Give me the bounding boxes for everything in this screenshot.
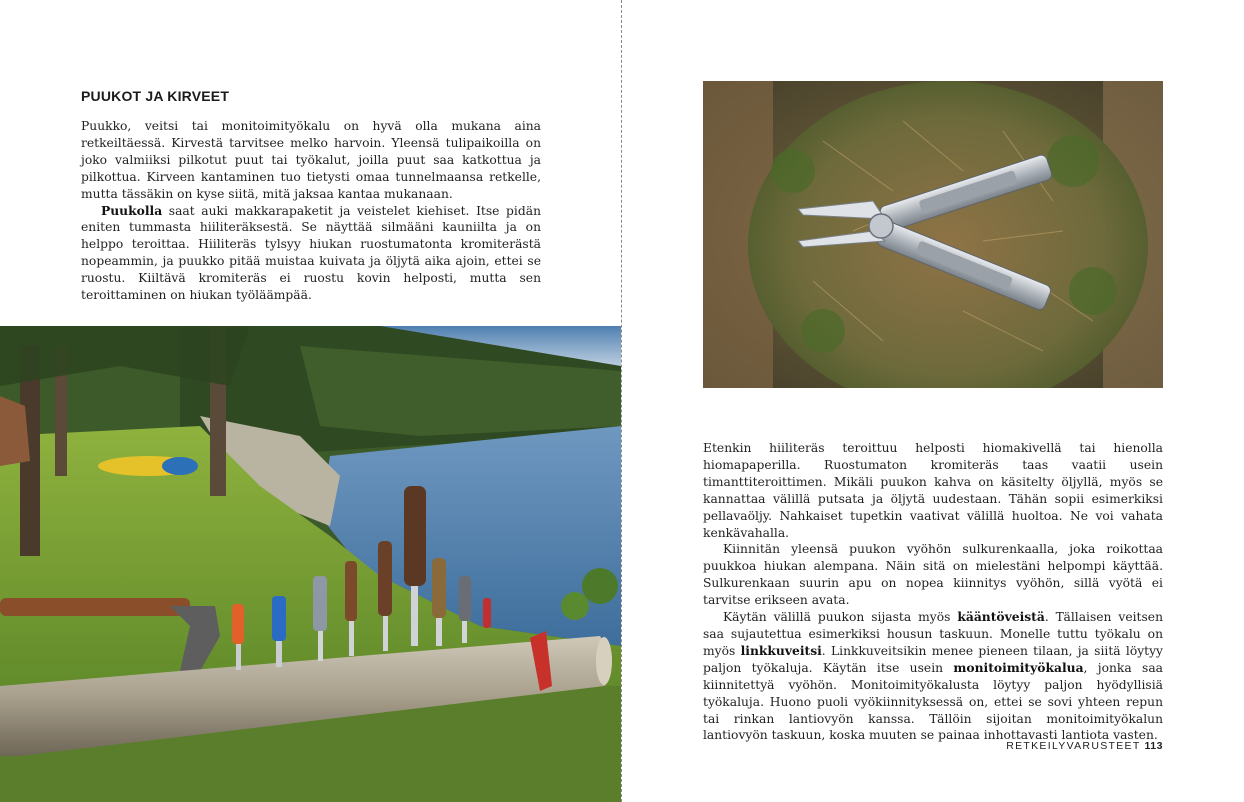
right-paragraph-1: Etenkin hiiliteräs teroittuu helposti hiomakivellä tai hienolla hiomapaperilla. Ruostumaton kromiteräs taas vaatii usein timanttiteroittimen. Mikäli puukon kahva on käsitelty öljyllä, myös se kannattaa välillä putsata ja öljytä uudestaan. Tähän sopii esimerkiksi pellavaöljy. Nahkaiset tupetkin vaativat välillä huoltoa. Ne voi vahata kenkävahalla. <box>703 441 1163 540</box>
section-heading: PUUKOT JA KIRVEET <box>81 88 230 104</box>
multitool-on-stump-photo <box>703 81 1163 388</box>
page-number: 113 <box>1144 740 1163 752</box>
right-paragraph-2: Kiinnitän yleensä puukon vyöhön sulkurenkaalla, joka roikottaa puukkoa hiukan alempana. Näin sitä on mielestäni helpompi käyttää. Sulkurenkaan suurin apu on nopea kiinnitys vyöhön, sillä vyötä ei tarvitse erikseen avata. <box>703 542 1163 608</box>
left-paragraph-2: Puukolla saat auki makkarapaketit ja veistelet kiehiset. Itse pidän eniten tummasta hiiliteräksestä. Se näyttää silmääni kauniilta ja on helppo teroittaa. Hiiliteräs tylsyy hiukan ruostumatonta kromiterästä nopeammin, ja puukko pitää muistaa kuivata ja öljytä aika ajoin, ettei se ruostu. Kiiltävä kromiteräs ei ruostu kovin helposti, mutta sen teroittaminen on hiukan työläämpää. <box>81 202 541 303</box>
right-body-text <box>703 440 1163 744</box>
term-puukolla: Puukolla <box>101 202 163 218</box>
page-footer <box>1006 740 1163 752</box>
right-paragraph-3: Käytän välillä puukon sijasta myös kääntöveistä. Tällaisen veitsen saa sujautettua esimerkiksi housun taskuun. Monelle tuttu työkalu on myös linkkuveitsi. Linkkuveitsikin menee pieneen tilaan, ja siitä löytyy paljon työkaluja. Käytän itse usein monitoimityökalua, jonka saa kiinnitettyä vyöhön. Monitoimityökalusta löytyy paljon hyödyllisiä työkaluja. Huono puoli vyökiinnityksessä on, ettei se sovi yhteen repun tai rinkan lantiovyön kanssa. Tällöin sijoitan monitoimityökalun lantiovyön taskuun, koska muuten se painaa inhottavasti lantiota vasten. <box>703 609 1164 743</box>
term-monitoimityokalu: monitoimityökalua <box>953 659 1084 675</box>
footer-section-title: RETKEILYVARUSTEET <box>1006 740 1141 752</box>
left-paragraph-1: Puukko, veitsi tai monitoimityökalu on hyvä olla mukana aina retkeiltäessä. Kirvestä tarvitsee melko harvoin. Yleensä tulipaikoilla on joko valmiiksi pilkotut puut tai työkalut, joilla puut saa katkottua ja pilkottua. Kirveen kantaminen tuo tietysti omaa tunnelmaansa retkelle, mutta tässäkin on kyse siitä, mitä jaksaa kantaa mukanaan. <box>81 119 541 201</box>
page-gutter <box>621 0 622 802</box>
left-body-text <box>81 118 541 304</box>
term-kaantoveitsi: kääntöveistä <box>957 609 1045 625</box>
term-linkkuveitsi: linkkuveitsi <box>740 642 822 658</box>
knives-on-log-photo <box>0 326 621 802</box>
